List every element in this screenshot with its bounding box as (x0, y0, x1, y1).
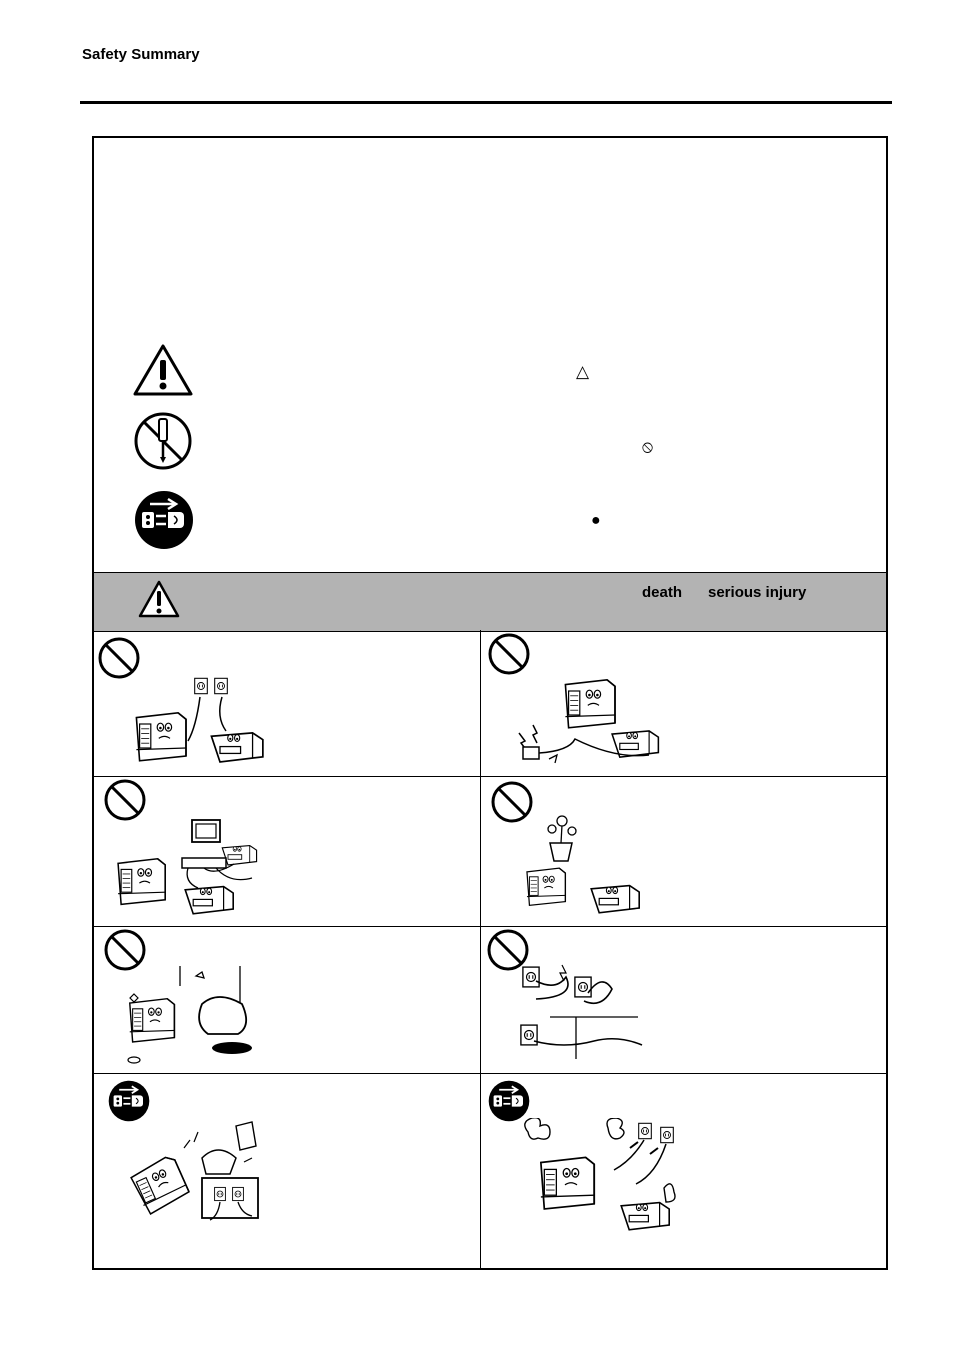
damaged-power-cords-illustration (518, 963, 648, 1063)
grid-divider-vertical (480, 630, 481, 1268)
objects-falling-into-printer-illustration (124, 964, 274, 1072)
page-header-title: Safety Summary (82, 46, 200, 63)
warning-banner (94, 572, 886, 632)
smoking-printer-illustration (518, 1118, 678, 1234)
printer-and-outlet-voltage-illustration (130, 673, 270, 773)
safety-frame (92, 136, 888, 1270)
unplug-icon (108, 1080, 150, 1122)
warning-triangle-icon (138, 580, 180, 618)
banner-keyword-death: death (642, 584, 683, 601)
printer-shocking-plug-illustration (509, 663, 669, 773)
grid-divider-row-3 (94, 1073, 886, 1074)
header-rule (80, 101, 892, 104)
mandatory-inline-mark: ● (591, 512, 601, 529)
overloaded-power-strip-illustration (112, 816, 262, 924)
warning-inline-mark: △ (576, 362, 590, 381)
grid-divider-row-2 (94, 926, 886, 927)
warning-triangle-icon (132, 343, 194, 397)
banner-keyword-serious-injury: serious injury (708, 584, 807, 601)
prohibited-disassembly-icon (133, 411, 193, 471)
grid-divider-row-1 (94, 776, 886, 777)
unplug-icon (134, 490, 194, 550)
prohibited-inline-mark: ⦸ (642, 437, 654, 456)
dropped-printer-illustration (124, 1118, 274, 1224)
flower-vase-on-printer-illustration (522, 813, 652, 923)
unplug-icon (488, 1080, 530, 1122)
